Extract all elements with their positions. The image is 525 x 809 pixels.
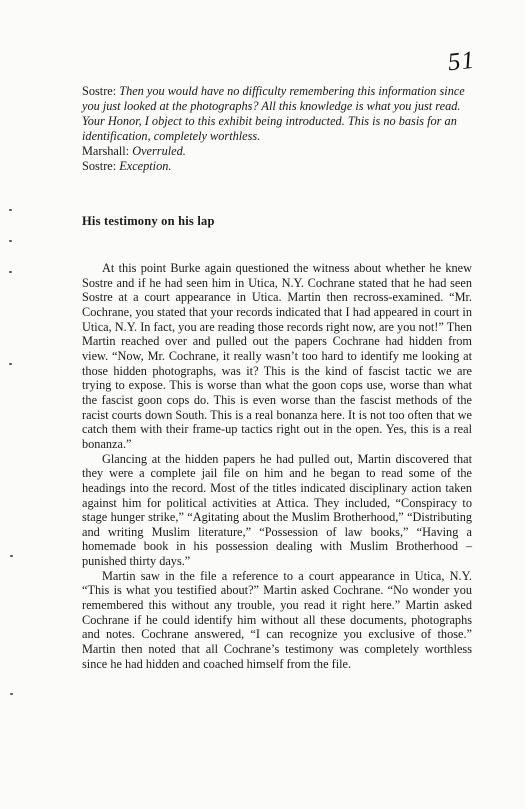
speech-text: Overruled. bbox=[132, 144, 186, 158]
paragraph: At this point Burke again questioned the witness about whether he knew Sostre and if he had seen him in Utica, N.Y. Cochrane stated that he had seen Sostre at a court appearance in Utica. Martin then recross-examined. “Mr. Cochrane, you stated that your records indicated that I had appeared in court in Utica, N.Y. In fact, you are reading those records right now, are you not!” Then Martin reached over and pulled out the papers Cochrane had hidden from view. “Now, Mr. Cochrane, it really wasn’t too hard to identify me looking at those hidden photographs, was it? This is the kind of fascist tactic we are trying to expose. This is worse than what the goon cops use, worse than what the fascist goon cops do. This is even worse than the fascist methods of the racist courts down South. This is a real bonanza here. It is not too often that we catch them with their frame-up tactics right out in the open. Yes, this is a real bonanza.” bbox=[82, 261, 472, 451]
paragraph: Glancing at the hidden papers he had pulled out, Martin discovered that they were a complete jail file on him and he began to read some of the headings into the record. Most of the titles indicated disciplinary action taken against him for political activities at Attica. They included, “Conspiracy to stage hunger strike,” “Agitating about the Muslim Brotherhood,” “Distributing and writing Muslim literature,” “Possession of law books,” “Having a homemade book in his possession dealing with Muslim Brotherhood – punished thirty days.” bbox=[82, 451, 472, 569]
dialogue-line bbox=[82, 144, 467, 159]
scan-speck bbox=[9, 240, 12, 242]
paragraph: Martin saw in the file a reference to a court appearance in Utica, N.Y. “This is what you testified about?” Martin asked Cochrane. “No wonder you remembered this without any trouble, you read it right here.” Martin asked Cochrane if he could identify him without all these documents, photographs and notes. Cochrane answered, “I can recognize you exclusive of those.” Martin then noted that all Cochrane’s testimony was completely worthless since he had hidden and coached himself from the file. bbox=[82, 568, 472, 671]
dialogue-line bbox=[82, 159, 467, 174]
scan-speck bbox=[10, 555, 13, 557]
scan-speck bbox=[9, 363, 12, 365]
section-heading: His testimony on his lap bbox=[82, 214, 215, 228]
dialogue-line bbox=[82, 84, 467, 144]
body-text bbox=[82, 261, 472, 671]
speaker-name: Sostre: bbox=[82, 84, 120, 98]
dialogue-block bbox=[82, 84, 467, 174]
speaker-name: Marshall: bbox=[82, 144, 133, 158]
speech-text: Then you would have no difficulty remembering this information since you just looked at the photographs? All this knowledge is what you just read. Your Honor, I object to this exhibit being introducted. This is no basis for an identification, completely worthless. bbox=[82, 84, 465, 143]
scan-speck bbox=[9, 271, 12, 273]
page-number: 51 bbox=[446, 46, 477, 77]
speaker-name: Sostre: bbox=[82, 159, 120, 173]
speech-text: Exception. bbox=[119, 159, 172, 173]
scan-speck bbox=[10, 693, 13, 695]
scan-speck bbox=[9, 209, 12, 211]
